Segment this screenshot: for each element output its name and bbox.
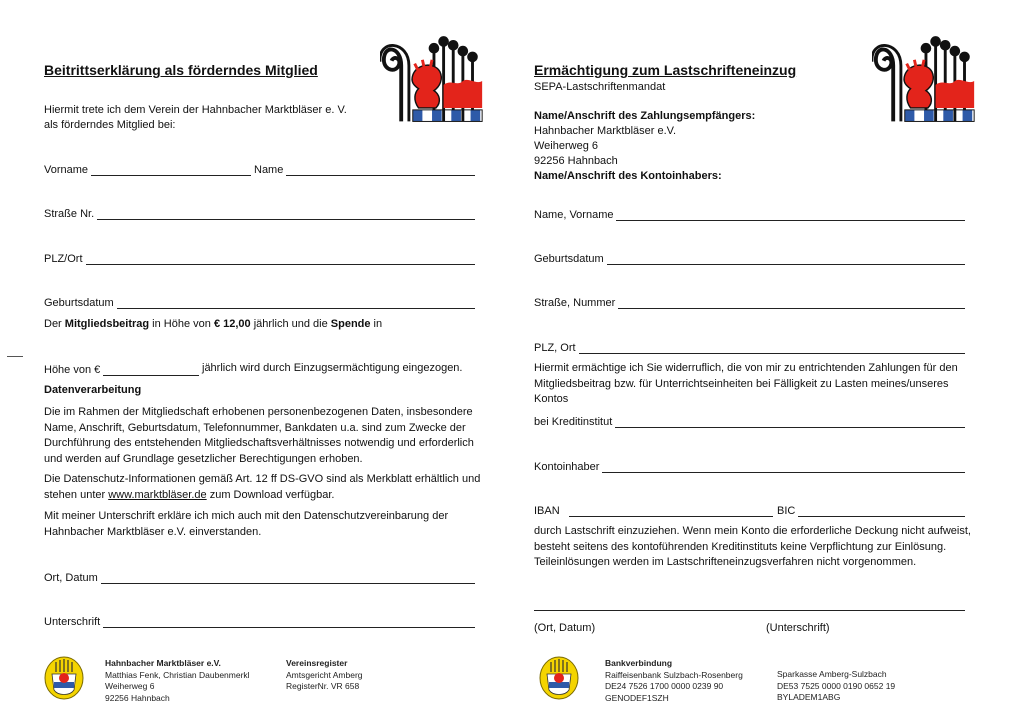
iban-input-line[interactable] <box>569 505 773 517</box>
sepa-geburtsdatum-input-line[interactable] <box>607 253 965 265</box>
datenschutz-text: Die Datenschutz-Informationen gemäß Art. 12 ff DS-GVO sind als Merkblatt erhältlich und stehen unter <box>44 473 481 501</box>
vorname-input-line[interactable] <box>91 164 251 176</box>
plz-ort-input-line[interactable] <box>86 253 475 265</box>
hoehe-label: Höhe von € <box>44 364 101 376</box>
footer-iban-2: DE53 7525 0000 0190 0652 19 <box>777 680 896 691</box>
footer-street: Weiherweg 6 <box>105 681 155 691</box>
sepa-plz-ort-input-line[interactable] <box>579 342 965 354</box>
club-crest-logo-left <box>380 36 486 124</box>
geburtsdatum-field[interactable] <box>44 294 475 309</box>
footer-bank-name-1: Raiffeisenbank Sulzbach-Rosenberg <box>605 669 743 680</box>
iban-label: IBAN <box>534 505 560 517</box>
vorname-field[interactable] <box>44 161 251 176</box>
name-field[interactable] <box>254 161 475 176</box>
sig-unterschrift-label: (Unterschrift) <box>766 622 830 634</box>
beitrag-text-part: Der <box>44 318 65 330</box>
kreditinstitut-field[interactable] <box>534 413 965 428</box>
name-vorname-input-line[interactable] <box>616 209 965 221</box>
footer-board-members: Matthias Fenk, Christian Daubenmerkl <box>105 669 250 680</box>
footer-register-heading: Vereinsregister <box>286 658 348 668</box>
strasse-label: Straße Nr. <box>44 208 95 220</box>
footer-bank-sparkasse <box>777 669 895 704</box>
sig-ort-datum-label: (Ort, Datum) <box>534 622 596 634</box>
page-title-membership: Beitrittserklärung als förderndes Mitglied <box>44 62 318 78</box>
vorname-label: Vorname <box>44 164 89 176</box>
datenverarbeitung-paragraph-3: Mit meiner Unterschrift erkläre ich mich auch mit den Datenschutzvereinbarung der Hahnbacher Marktbläser e.V. einverstanden. <box>44 510 449 538</box>
name-label: Name <box>254 164 284 176</box>
footer-iban-1: DE24 7526 1700 0000 0239 90 <box>605 681 724 691</box>
lastschrift-paragraph: durch Lastschrift einzuziehen. Wenn mein Konto die erforderliche Deckung nicht aufweist, besteht seitens des kontoführenden Kreditinstituts keine Verpflichtung zur Einlösung. Teileinlösungen werden im Lastschrifteneinzugsverfahren nicht vorgenommen. <box>534 525 971 568</box>
payee-name: Hahnbacher Marktbläser e.V. <box>534 125 677 137</box>
payee-street: Weiherweg 6 <box>534 140 598 152</box>
beitrag-text-part: jährlich und die <box>250 318 331 330</box>
footer-bic-1: GENODEF1SZH <box>605 692 669 703</box>
spende-amount-input-line[interactable] <box>103 364 199 376</box>
footer-club-name: Hahnbacher Marktbläser e.V. <box>105 658 221 668</box>
ort-datum-input-line[interactable] <box>101 572 475 584</box>
sepa-plz-ort-field[interactable] <box>534 339 965 354</box>
unterschrift-label: Unterschrift <box>44 616 101 628</box>
sepa-geburtsdatum-field[interactable] <box>534 250 965 265</box>
datenverarbeitung-paragraph-1: Die im Rahmen der Mitgliedschaft erhobenen personenbezogenen Daten, insbesondere Name, Anschrift, Geburtsdatum, Telefonnummer, Bankdaten u.a. sind zum Zwecke der Durchführung des entstehenden Mitgliedschaftsverhältnisses notwendig und erforderlich und werden auf Grundlage gesetzlicher Berechtigungen erhoben. <box>44 406 474 465</box>
kontoinhaber-input-line[interactable] <box>602 461 965 473</box>
bic-label: BIC <box>777 505 796 517</box>
plz-ort-label: PLZ/Ort <box>44 253 83 265</box>
footer-club-address <box>105 658 250 704</box>
geburtsdatum-label: Geburtsdatum <box>44 297 114 309</box>
beitrag-text-part: in <box>370 318 383 330</box>
footer-court: Amtsgericht Amberg <box>286 669 363 680</box>
kontoinhaber-label: Kontoinhaber <box>534 461 600 473</box>
datenverarbeitung-paragraph-2 <box>44 472 490 503</box>
strasse-nummer-field[interactable] <box>534 294 965 309</box>
bic-input-line[interactable] <box>798 505 965 517</box>
club-seal-logo-right <box>539 656 579 700</box>
spende-term: Spende <box>330 318 371 330</box>
beitrag-text <box>44 317 382 332</box>
ort-datum-label: Ort, Datum <box>44 572 98 584</box>
authorization-paragraph: Hiermit ermächtige ich Sie widerruflich, die von mir zu entrichtenden Zahlungen für den Mitgliedsbeitrag bzw. für Unterrichtseinheiten bei Fälligkeit zu Lasten meines/unseres Kontos <box>534 362 958 405</box>
fold-mark <box>7 356 23 357</box>
strasse-field[interactable] <box>44 205 475 220</box>
bic-field[interactable] <box>777 502 965 517</box>
footer-bic-2: BYLADEM1ABG <box>777 692 841 702</box>
footer-bank-raiffeisen <box>605 658 743 704</box>
strasse-nummer-input-line[interactable] <box>618 297 965 309</box>
club-crest-logo-right <box>872 36 978 124</box>
spende-amount-field[interactable] <box>44 361 199 376</box>
footer-bank-name-2: Sparkasse Amberg-Sulzbach <box>777 669 887 679</box>
account-holder-heading: Name/Anschrift des Kontoinhabers: <box>534 170 722 182</box>
signature-line[interactable] <box>534 610 965 611</box>
beitrag-term: Mitgliedsbeitrag <box>64 318 150 330</box>
payee-city: 92256 Hahnbach <box>534 155 618 167</box>
name-vorname-field[interactable] <box>534 206 965 221</box>
sepa-subtitle: SEPA-Lastschriftenmandat <box>534 81 666 93</box>
ort-datum-field[interactable] <box>44 569 475 584</box>
unterschrift-input-line[interactable] <box>103 616 475 628</box>
footer-bank-heading: Bankverbindung <box>605 658 673 668</box>
beitrag-text-part: in Höhe von <box>149 318 214 330</box>
kreditinstitut-label: bei Kreditinstitut <box>534 416 613 428</box>
name-input-line[interactable] <box>286 164 475 176</box>
kontoinhaber-field[interactable] <box>534 458 965 473</box>
strasse-input-line[interactable] <box>97 208 475 220</box>
sepa-plz-ort-label: PLZ, Ort <box>534 342 576 354</box>
datenverarbeitung-heading: Datenverarbeitung <box>44 384 142 396</box>
geburtsdatum-input-line[interactable] <box>117 297 475 309</box>
plz-ort-field[interactable] <box>44 250 475 265</box>
iban-field[interactable] <box>534 502 773 517</box>
website-link[interactable]: www.marktbläser.de <box>108 488 207 501</box>
beitrag-amount: € 12,00 <box>213 318 251 330</box>
footer-city: 92256 Hahnbach <box>105 692 170 703</box>
datenschutz-text: zum Download verfügbar. <box>206 488 335 501</box>
payee-heading: Name/Anschrift des Zahlungsempfängers: <box>534 110 756 122</box>
intro-text-line-1: Hiermit trete ich dem Verein der Hahnbacher Marktbläser e. V. <box>44 104 347 116</box>
hoehe-text: jährlich wird durch Einzugsermächtigung eingezogen. <box>202 362 463 374</box>
intro-text-line-2: als förderndes Mitglied bei: <box>44 119 176 131</box>
unterschrift-field[interactable] <box>44 613 475 628</box>
kreditinstitut-input-line[interactable] <box>615 416 965 428</box>
footer-register-number: RegisterNr. VR 658 <box>286 681 360 691</box>
page-title-sepa: Ermächtigung zum Lastschrifteneinzug <box>534 62 797 78</box>
strasse-nummer-label: Straße, Nummer <box>534 297 616 309</box>
club-seal-logo-left <box>44 656 84 700</box>
sepa-geburtsdatum-label: Geburtsdatum <box>534 253 604 265</box>
footer-register-info <box>286 658 363 693</box>
name-vorname-label: Name, Vorname <box>534 209 614 221</box>
